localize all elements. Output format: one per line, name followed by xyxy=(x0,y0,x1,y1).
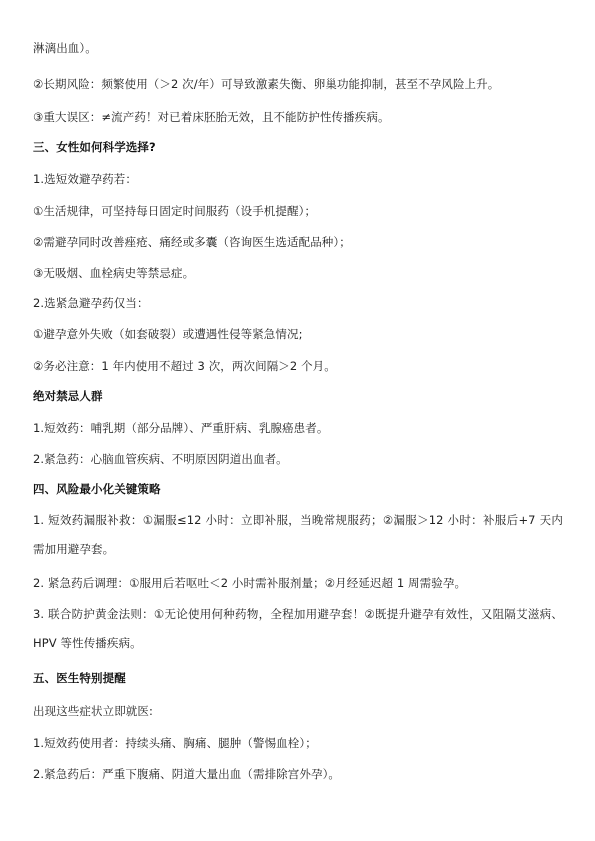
text-line: ②需避孕同时改善痤疮、痛经或多囊（咨询医生选适配品种）； xyxy=(33,235,351,249)
text-line: ①生活规律，可坚持每日固定时间服药（设手机提醒）； xyxy=(33,204,317,218)
text-line: 1.短效药使用者：持续头痛、胸痛、腿肿（警惕血栓）； xyxy=(33,736,317,750)
text-line: 1.选短效避孕药若： xyxy=(33,172,137,186)
text-line: 2.紧急药：心脑血管疾病、不明原因阴道出血者。 xyxy=(33,452,288,466)
text-line: 淋漓出血）。 xyxy=(33,41,97,55)
text-paragraph: 1. 短效药漏服补救：①漏服≤12 小时：立即补服，当晚常规服药；②漏服＞12 小时：补服后+7 天内需加用避孕套。 xyxy=(33,513,563,556)
text-line: ②长期风险：频繁使用（＞2 次/年）可导致激素失衡、卵巢功能抑制，甚至不孕风险上升。 xyxy=(33,77,500,91)
text-line: ③重大误区：≠流产药！对已着床胚胎无效，且不能防护性传播疾病。 xyxy=(33,110,390,124)
text-line: 2. 紧急药后调理：①服用后若呕吐＜2 小时需补服剂量；②月经延迟超 1 周需验孕。 xyxy=(33,576,467,590)
text-paragraph: 3. 联合防护黄金法则：①无论使用何种药物，全程加用避孕套！②既提升避孕有效性，又阻隔艾滋病、HPV 等性传播疾病。 xyxy=(33,607,563,650)
text-line: ③无吸烟、血栓病史等禁忌症。 xyxy=(33,266,195,280)
text-line: ②务必注意：1 年内使用不超过 3 次，两次间隔＞2 个月。 xyxy=(33,359,336,373)
section-heading: 三、女性如何科学选择? xyxy=(33,140,156,154)
text-line: 2.选紧急避孕药仅当： xyxy=(33,296,149,310)
text-line: 出现这些症状立即就医: xyxy=(33,704,153,718)
section-heading: 五、医生特别提醒 xyxy=(33,671,126,685)
section-heading: 四、风险最小化关键策略 xyxy=(33,482,161,496)
section-heading: 绝对禁忌人群 xyxy=(33,389,103,403)
text-line: 2.紧急药后：严重下腹痛、阴道大量出血（需排除宫外孕）。 xyxy=(33,767,341,781)
text-line: 1.短效药：哺乳期（部分品牌）、严重肝病、乳腺癌患者。 xyxy=(33,421,329,435)
text-line: ①避孕意外失败（如套破裂）或遭遇性侵等紧急情况; xyxy=(33,327,303,341)
